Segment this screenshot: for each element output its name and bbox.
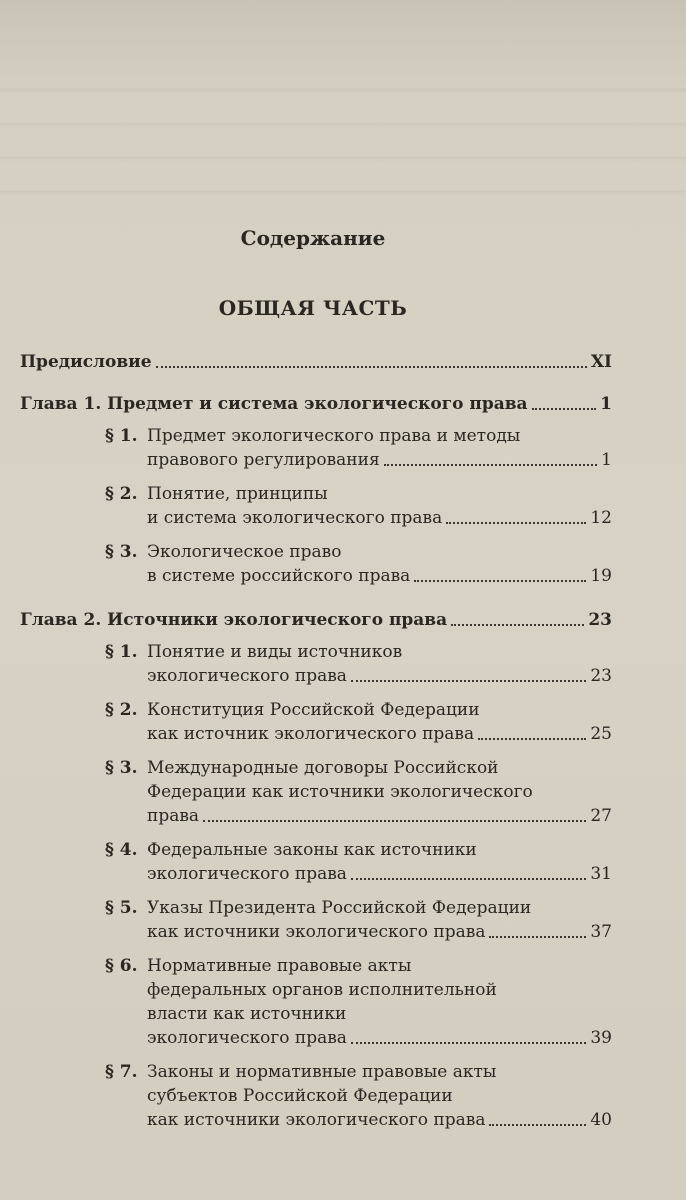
section-line: как источники экологического права [147, 1110, 486, 1130]
section-line: экологического права [147, 864, 347, 884]
page-number: 37 [590, 922, 612, 942]
toc-title: Содержание [240, 226, 386, 250]
leader-dots [414, 580, 586, 582]
toc-section [105, 896, 612, 944]
page-number: 27 [590, 806, 612, 826]
leader-dots [446, 522, 586, 524]
section-line: экологического права [147, 666, 347, 686]
section-number: § 5. [105, 898, 138, 918]
section-number: § 2. [105, 700, 138, 720]
section-line: права [147, 806, 200, 826]
leader-dots [451, 624, 584, 626]
section-line: Законы и нормативные правовые акты [147, 1062, 497, 1082]
toc-entry-preface [20, 350, 612, 374]
section-number: § 1. [105, 642, 138, 662]
leader-dots [489, 1124, 586, 1126]
part-title: ОБЩАЯ ЧАСТЬ [218, 296, 408, 320]
page-number: 25 [590, 724, 612, 744]
page-number: 19 [590, 566, 612, 586]
toc-section [105, 954, 612, 1050]
toc-section [105, 540, 612, 588]
page-number: 23 [590, 666, 612, 686]
toc-section [105, 838, 612, 886]
section-line: Нормативные правовые акты [147, 956, 412, 976]
section-line: Международные договоры Российской [147, 758, 499, 778]
section-line: Экологическое право [147, 542, 342, 562]
chapter-label: Глава 1. Предмет и система экологического права [20, 394, 528, 414]
leader-dots [384, 464, 597, 466]
toc-section [105, 482, 612, 530]
leader-dots [532, 408, 597, 410]
section-line: и система экологического права [147, 508, 443, 528]
toc-section [105, 756, 612, 828]
section-line: субъектов Российской Федерации [147, 1086, 453, 1106]
page-number: 1 [600, 394, 612, 414]
section-line: Указы Президента Российской Федерации [147, 898, 532, 918]
page-number: 31 [590, 864, 612, 884]
leader-dots [156, 366, 587, 368]
toc-chapter-2 [20, 608, 612, 632]
section-line: правового регулирования [147, 450, 380, 470]
leader-dots [351, 878, 586, 880]
toc-section [105, 1060, 612, 1132]
section-line: Конституция Российской Федерации [147, 700, 480, 720]
leader-dots [203, 820, 586, 822]
toc-chapter-1 [20, 392, 612, 416]
section-line: федеральных органов исполнительной [147, 980, 497, 1000]
section-number: § 3. [105, 542, 138, 562]
leader-dots [351, 680, 586, 682]
section-line: Предмет экологического права и методы [147, 426, 521, 446]
section-line: Понятие, принципы [147, 484, 328, 504]
chapter-label: Глава 2. Источники экологического права [20, 610, 448, 630]
toc-section [105, 698, 612, 746]
leader-dots [351, 1042, 586, 1044]
section-line: в системе российского права [147, 566, 411, 586]
section-line: Федеральные законы как источники [147, 840, 477, 860]
page-number: 1 [601, 450, 612, 470]
page-number: 23 [588, 610, 612, 630]
leader-dots [489, 936, 586, 938]
section-line: Федерации как источники экологического [147, 782, 533, 802]
section-line: как источник экологического права [147, 724, 475, 744]
section-number: § 2. [105, 484, 138, 504]
section-number: § 1. [105, 426, 138, 446]
section-number: § 6. [105, 956, 138, 976]
page-number: 12 [590, 508, 612, 528]
section-number: § 7. [105, 1062, 138, 1082]
entry-label: Предисловие [20, 352, 152, 372]
table-of-contents [20, 350, 612, 1142]
toc-section [105, 424, 612, 472]
section-line: власти как источники [147, 1004, 347, 1024]
page-number: 39 [590, 1028, 612, 1048]
bleed-through-texture [0, 60, 686, 210]
section-line: как источники экологического права [147, 922, 486, 942]
section-number: § 4. [105, 840, 138, 860]
page-number: 40 [590, 1110, 612, 1130]
leader-dots [478, 738, 586, 740]
toc-section [105, 640, 612, 688]
section-number: § 3. [105, 758, 138, 778]
page-number: XI [590, 352, 612, 372]
section-line: Понятие и виды источников [147, 642, 403, 662]
section-line: экологического права [147, 1028, 347, 1048]
